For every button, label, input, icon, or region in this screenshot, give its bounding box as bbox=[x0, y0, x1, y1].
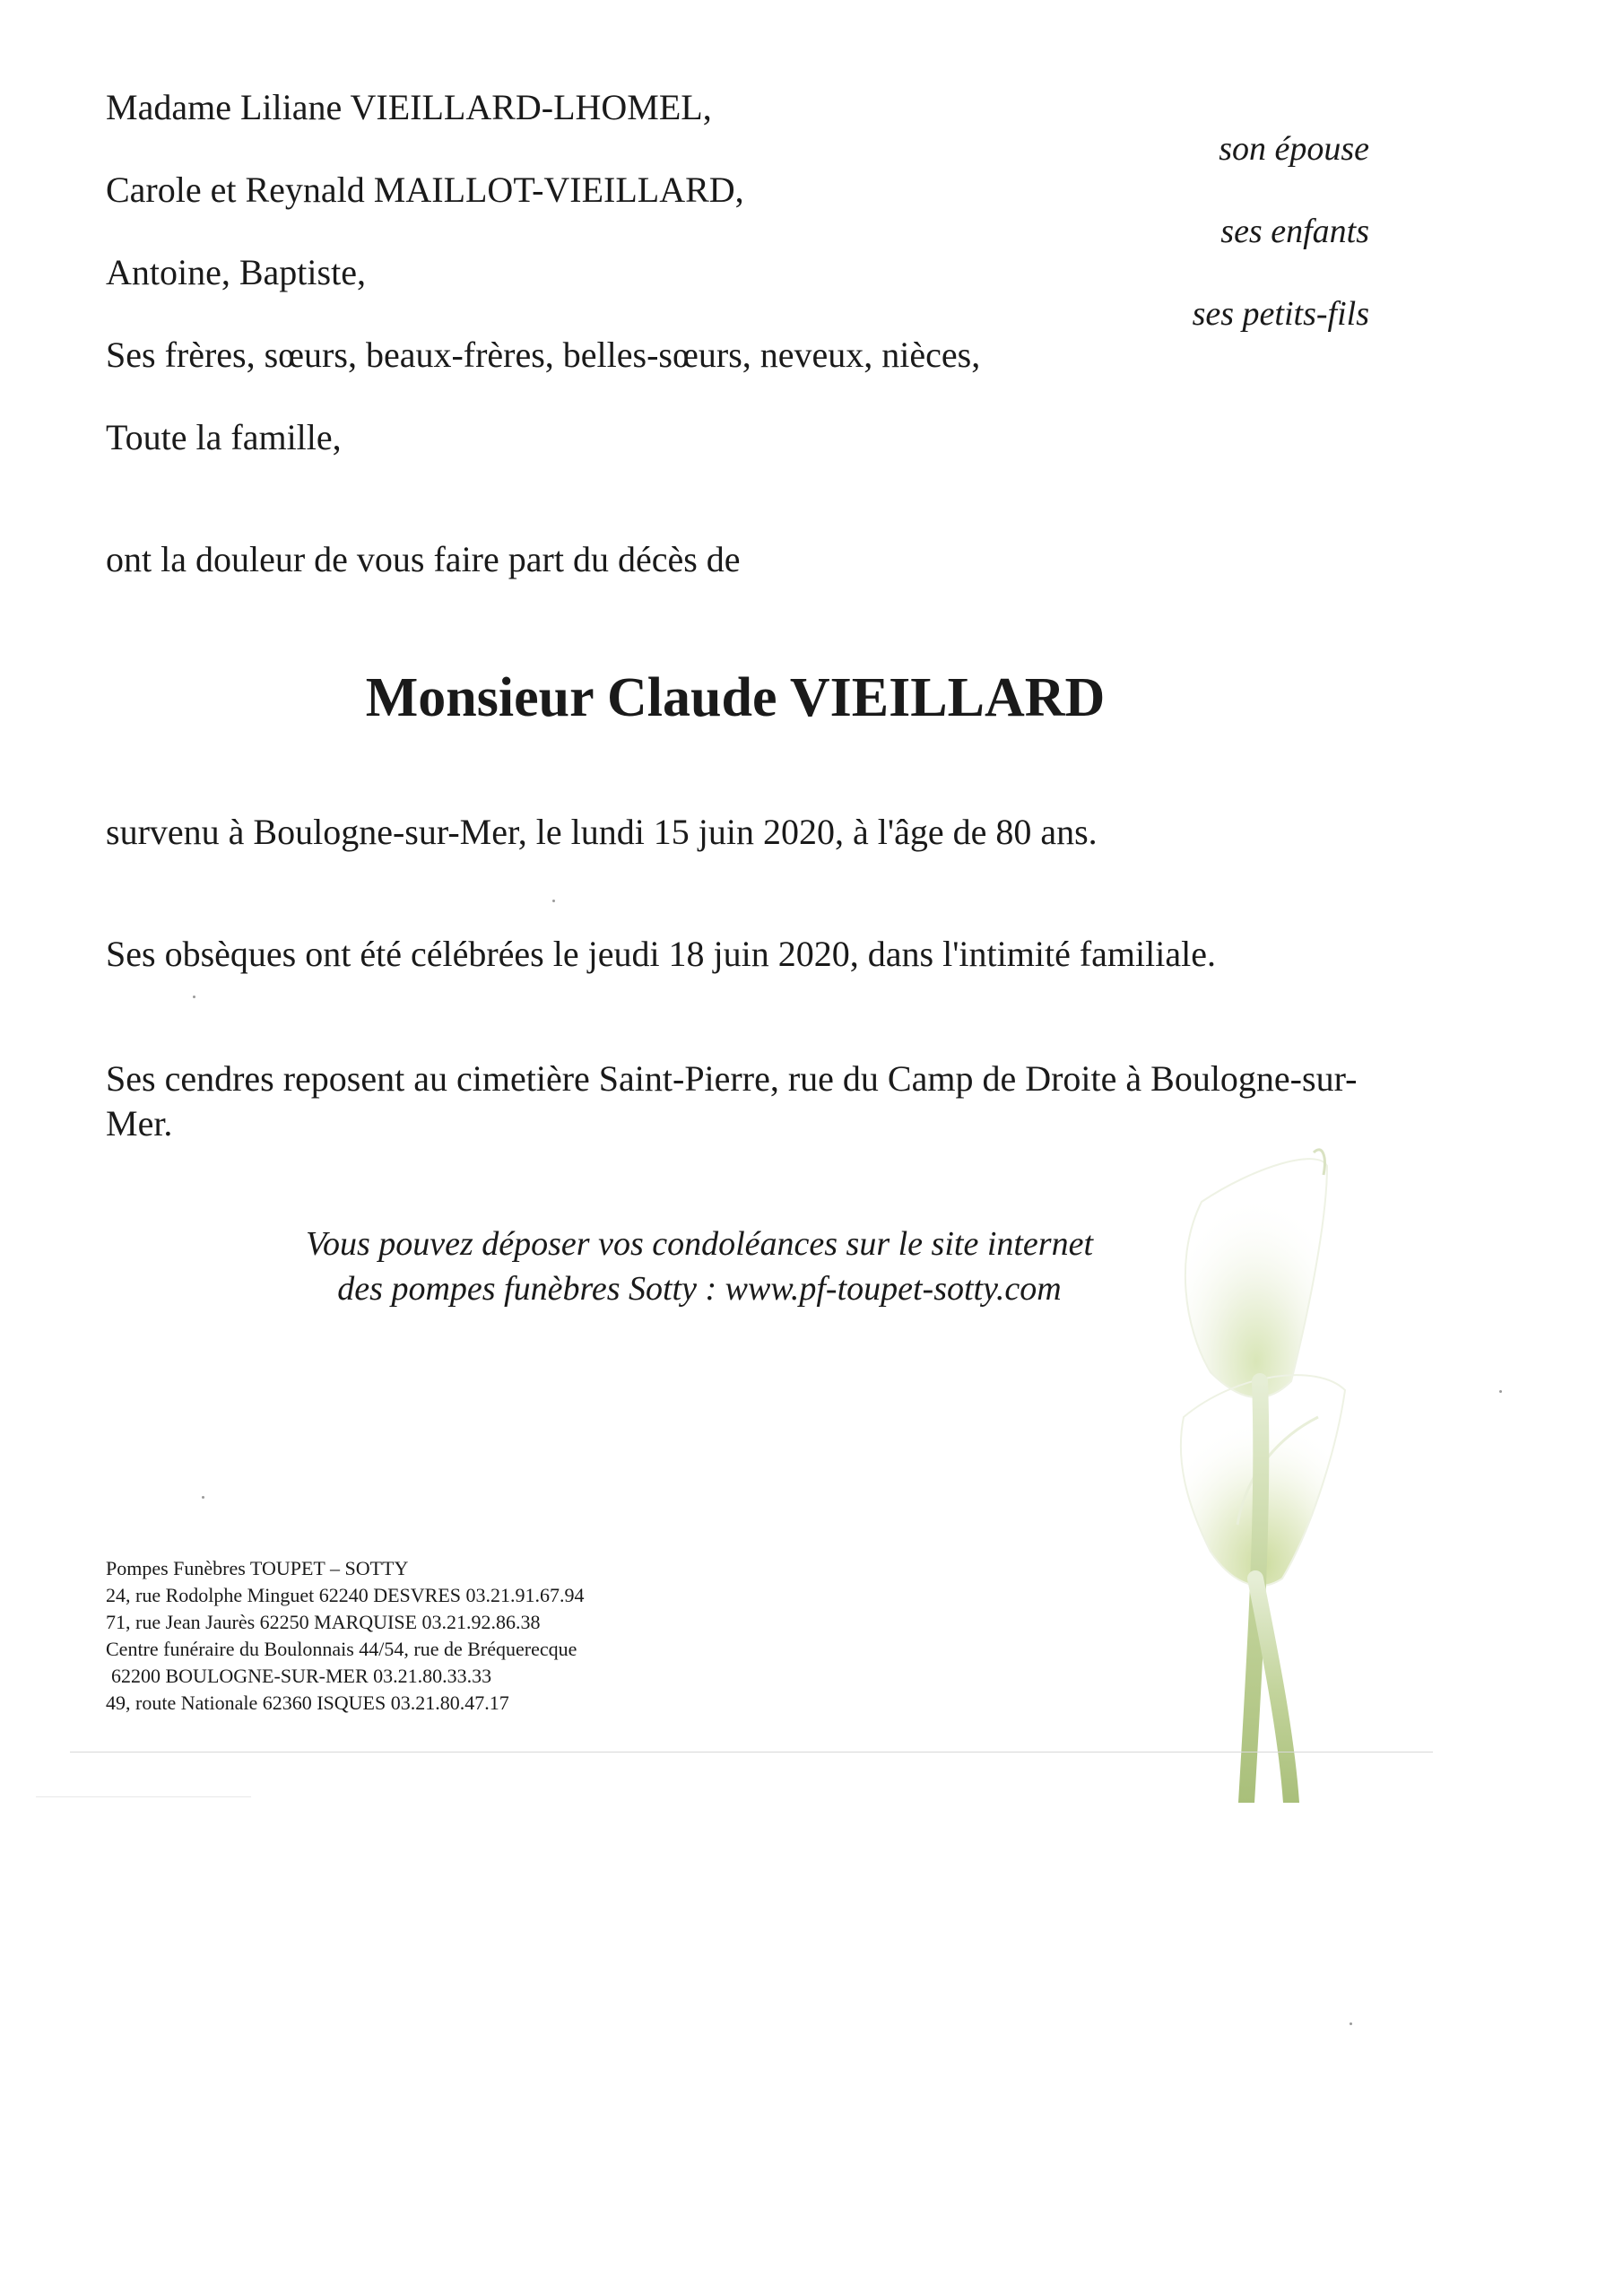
family-line-all-family: Toute la famille, bbox=[106, 417, 342, 457]
scan-speck bbox=[552, 900, 555, 902]
ashes-info: Ses cendres reposent au cimetière Saint-Pierre, rue du Camp de Droite à Boulogne-sur-Mer. bbox=[106, 1058, 1358, 1144]
condolences-line-2: des pompes funèbres Sotty : www.pf-toupet-sotty.com bbox=[337, 1270, 1062, 1308]
funeral-home-marquise: 71, rue Jean Jaurès 62250 MARQUISE 03.21.92.86.38 bbox=[106, 1611, 541, 1633]
death-info: survenu à Boulogne-sur-Mer, le lundi 15 juin 2020, à l'âge de 80 ans. bbox=[106, 812, 1098, 852]
funeral-home-desvres: 24, rue Rodolphe Minguet 62240 DESVRES 03.21.91.67.94 bbox=[106, 1584, 585, 1606]
scan-speck bbox=[1499, 1390, 1502, 1393]
role-children: ses enfants bbox=[1220, 213, 1369, 250]
condolences-line-1: Vous pouvez déposer vos condoléances sur le site internet bbox=[305, 1225, 1094, 1263]
funeral-info: Ses obsèques ont été célébrées le jeudi 18 juin 2020, dans l'intimité familiale. bbox=[106, 934, 1217, 974]
funeral-home-centre: Centre funéraire du Boulonnais 44/54, rue de Bréquerecque bbox=[106, 1638, 577, 1660]
funeral-home-name: Pompes Funèbres TOUPET – SOTTY bbox=[106, 1557, 409, 1579]
scan-speck bbox=[193, 996, 195, 998]
funeral-home-boulogne: 62200 BOULOGNE-SUR-MER 03.21.80.33.33 bbox=[111, 1665, 492, 1687]
family-line-grandchildren: Antoine, Baptiste, bbox=[106, 252, 366, 292]
scan-speck bbox=[202, 1496, 204, 1499]
separator-line-faint bbox=[36, 1796, 251, 1797]
funeral-home-info bbox=[106, 1555, 585, 1717]
role-grandchildren: ses petits-fils bbox=[1192, 295, 1369, 333]
scan-speck bbox=[1350, 2022, 1352, 2025]
deceased-name: Monsieur Claude VIEILLARD bbox=[365, 667, 1106, 728]
role-spouse: son épouse bbox=[1219, 130, 1369, 168]
family-line-spouse: Madame Liliane VIEILLARD-LHOMEL, bbox=[106, 87, 712, 127]
funeral-home-isques: 49, route Nationale 62360 ISQUES 03.21.80.47.17 bbox=[106, 1692, 509, 1714]
announcement-text: ont la douleur de vous faire part du décès de bbox=[106, 539, 741, 579]
family-line-children: Carole et Reynald MAILLOT-VIEILLARD, bbox=[106, 170, 744, 210]
family-line-relatives: Ses frères, sœurs, beaux-frères, belles-sœurs, neveux, nièces, bbox=[106, 335, 981, 375]
condolences-note bbox=[161, 1222, 1237, 1311]
